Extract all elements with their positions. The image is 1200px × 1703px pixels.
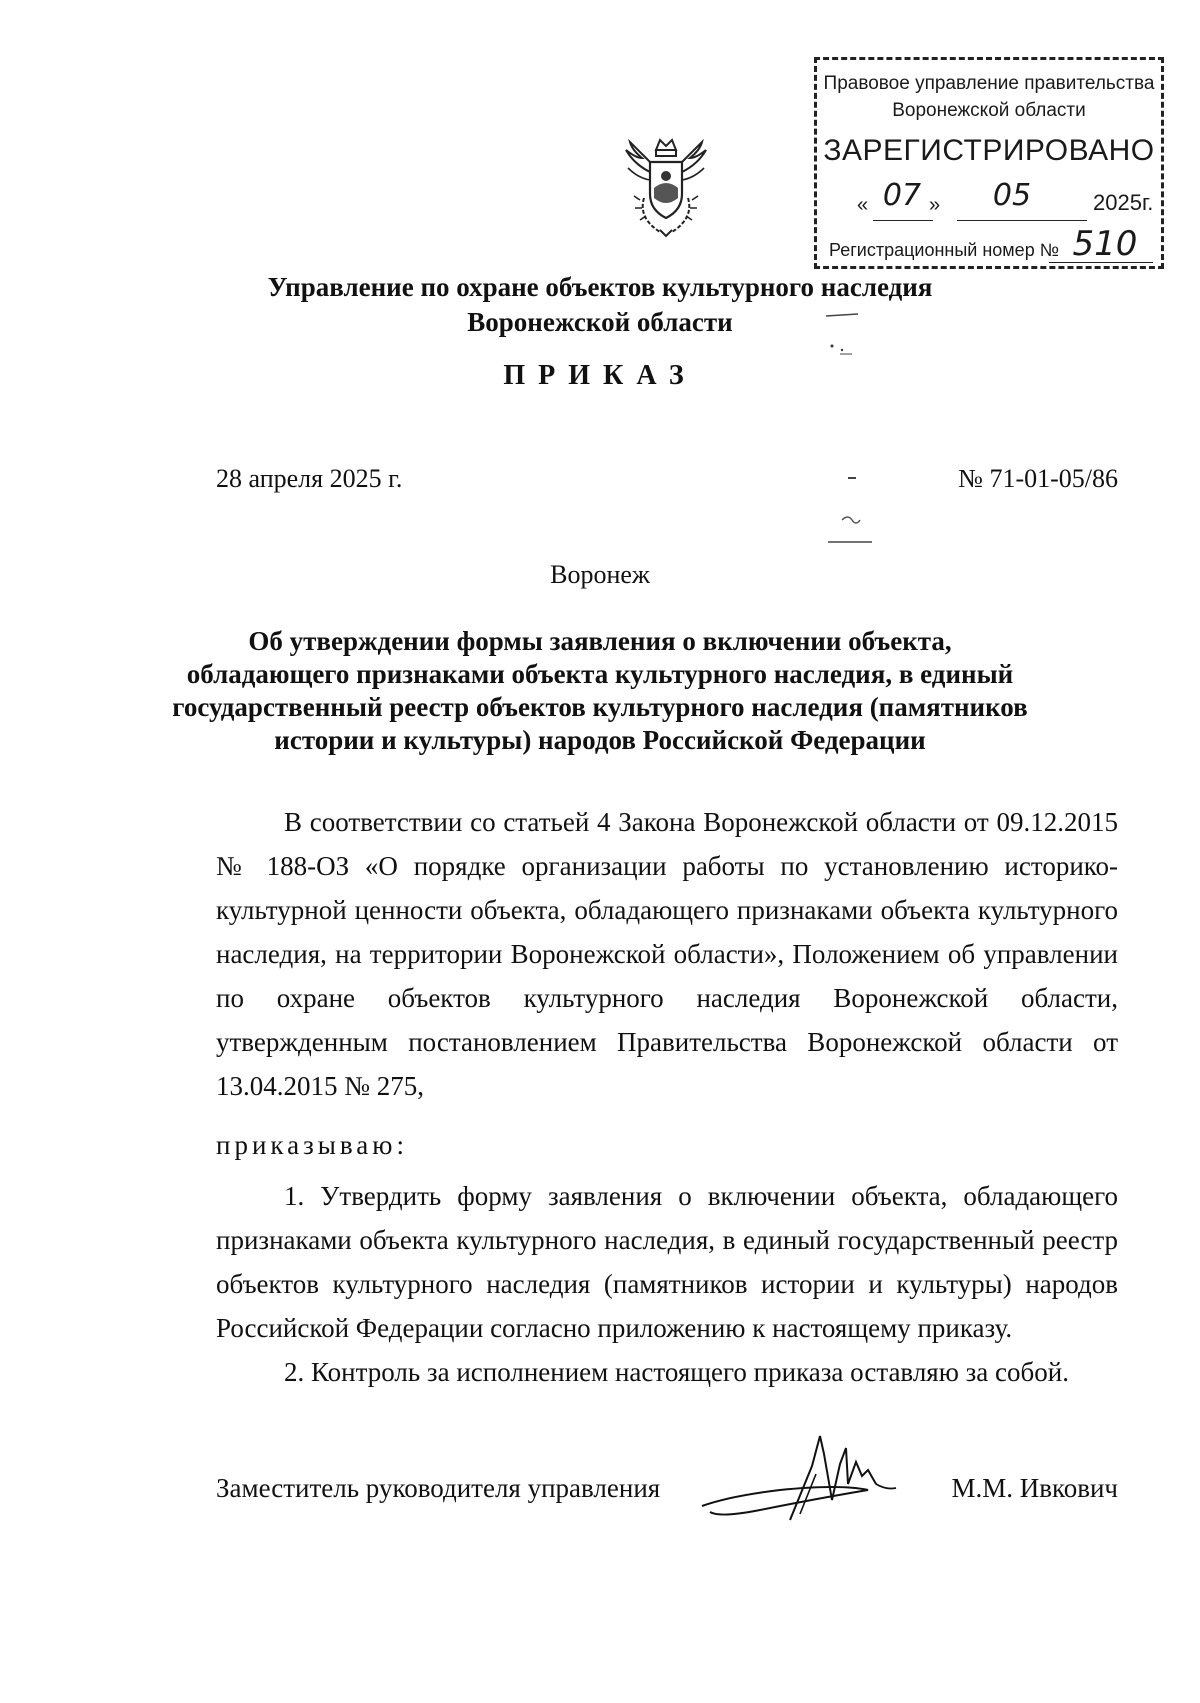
stamp-reg-number-value: 510 <box>1072 224 1138 264</box>
stamp-date <box>857 178 1157 226</box>
document-date: 28 апреля 2025 г. <box>216 464 403 493</box>
scan-mark <box>822 310 862 360</box>
voronezh-coat-of-arms-icon <box>620 138 712 240</box>
stamp-registered-label: ЗАРЕГИСТРИРОВАНО <box>823 134 1155 167</box>
order-item-1: 1. Утвердить форму заявления о включении объекта, обладающего признаками объекта культурного наследия, в единый государственный реестр объектов культурного наследия (памятников истории и культуры) народов Российской Федерации согласно приложению к настоящему приказу. <box>216 1181 1118 1343</box>
document-type: ПРИКАЗ <box>503 360 697 391</box>
signatory-name: М.М. Ивкович <box>951 1473 1118 1503</box>
stamp-reg-number <box>829 224 1159 268</box>
stamp-quote-open: « <box>857 194 869 216</box>
registration-stamp <box>814 57 1164 269</box>
stamp-org-line1: Правовое управление правительства <box>823 73 1155 94</box>
document-title: Об утверждении формы заявления о включении объекта, обладающего признаками объекта культурного наследия, в единый государственный реестр объектов культурного наследия (памятников истории и культуры) народов Российской Федерации <box>172 626 1028 755</box>
stamp-year: 2025г. <box>1093 190 1154 215</box>
stamp-reg-number-label: Регистрационный номер № <box>829 240 1060 260</box>
stamp-reg-number-underline <box>1049 262 1153 263</box>
stamp-organization <box>817 70 1161 124</box>
preamble-paragraph: В соответствии со статьей 4 Закона Воронежской области от 09.12.2015 № 188-ОЗ «О порядке организации работы по установлению историко-культурной ценности объекта, обладающего признаками объекта культурного наследия, на территории Воронежской области», Положением об управлении по охране объектов культурного наследия Воронежской области, утвержденным постановлением Правительства Воронежской области от 13.04.2015 № 275, <box>216 807 1118 1101</box>
stamp-day-underline <box>873 220 933 221</box>
stamp-org-line2: Воронежской области <box>892 100 1086 121</box>
agency-name-line2: Воронежской области <box>467 307 733 337</box>
agency-name <box>0 270 1200 340</box>
document-number: № 71-01-05/86 <box>958 464 1118 493</box>
signatory-role: Заместитель руководителя управления <box>216 1473 661 1503</box>
scan-mark <box>820 470 880 550</box>
stamp-month-underline <box>957 220 1087 221</box>
stamp-day: 07 <box>882 178 922 213</box>
order-item-2: 2. Контроль за исполнением настоящего приказа оставляю за собой. <box>284 1357 1069 1387</box>
order-word: приказываю: <box>216 1130 408 1160</box>
handwritten-signature <box>700 1424 950 1524</box>
document-city: Воронеж <box>550 560 650 589</box>
stamp-quote-close: » <box>929 194 941 216</box>
stamp-month: 05 <box>992 178 1032 213</box>
agency-name-line1: Управление по охране объектов культурного наследия <box>267 272 933 302</box>
